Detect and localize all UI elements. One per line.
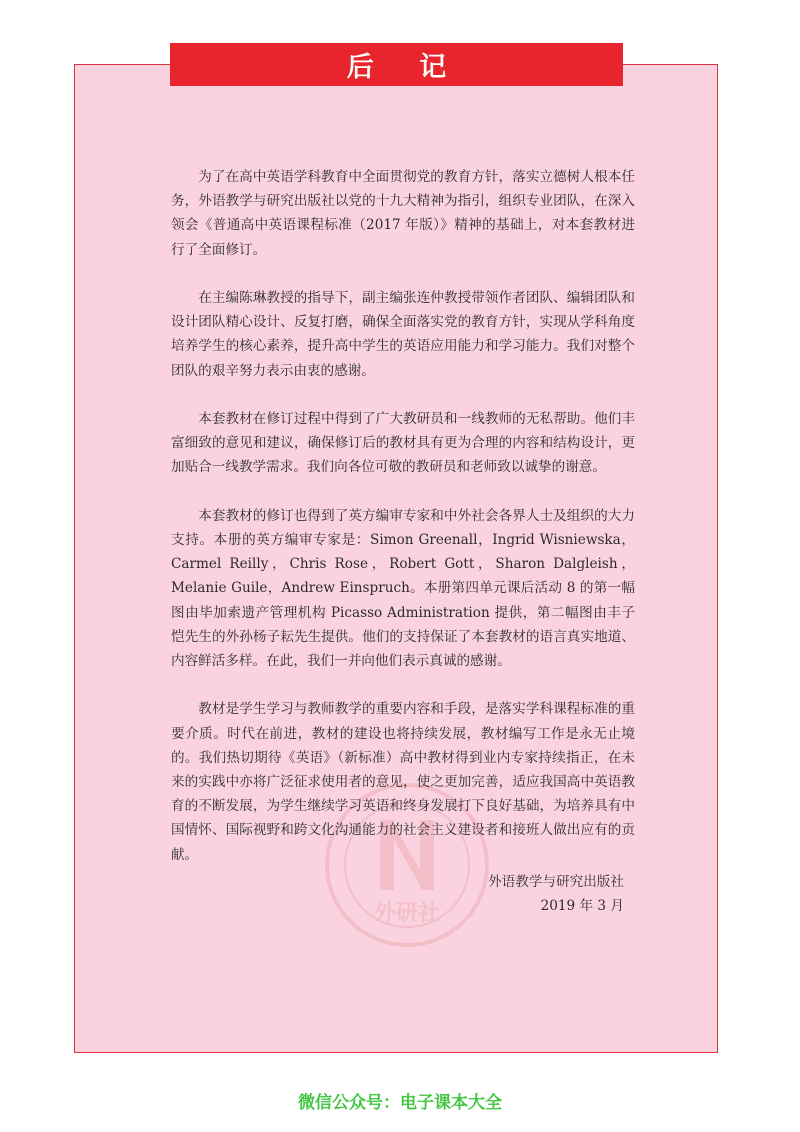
paragraph-2: 在主编陈琳教授的指导下，副主编张连仲教授带领作者团队、编辑团队和设计团队精心设计、反复打磨，确保全面落实党的教育方针，实现从学科角度培养学生的核心素养，提升高中学生的英语应用能力和学习能力。我们对整个团队的艰辛努力表示由衷的感谢。 <box>171 290 635 379</box>
paragraph-3: 本套教材在修订过程中得到了广大教研员和一线教师的无私帮助。他们丰富细致的意见和建议，确保修订后的教材具有更为合理的内容和结构设计，更加贴合一线教学需求。我们向各位可敬的教研员和老师致以诚挚的谢意。 <box>171 411 635 476</box>
paragraph-4: 本套教材的修订也得到了英方编审专家和中外社会各界人士及组织的大力支持。本册的英方编审专家是：Simon Greenall，Ingrid Wisniewska，Carmel Reilly，Chris Rose，Robert Gott，Sharon Dalgleish，Melanie Guile，Andrew Einspruch。本册第四单元课后活动 8 的第一幅图由毕加索遗产管理机构 Picasso Administration 提供，第二幅图由丰子恺先生的外孙杨子耘先生提供。他们的支持保证了本套教材的语言真实地道、内容鲜活多样。在此，我们一并向他们表示真诚的感谢。 <box>171 507 635 670</box>
paragraph-5: 教材是学生学习与教师教学的重要内容和手段，是落实学科课程标准的重要介质。时代在前进，教材的建设也将持续发展，教材编写工作是永无止境的。我们热切期待《英语》（新标准）高中教材得到业内专家持续指正，在未来的实践中亦将广泛征求使用者的意见，使之更加完善，适应我国高中英语教育的不断发展，为学生继续学习英语和终身发展打下良好基础，为培养具有中国情怀、国际视野和跨文化沟通能力的社会主义建设者和接班人做出应有的贡献。 <box>171 701 635 863</box>
signature-block <box>488 870 624 918</box>
footer-wechat-label: 微信公众号：电子课本大全 <box>298 1093 502 1113</box>
publisher-name: 外语教学与研究出版社 <box>488 874 624 890</box>
afterword-body <box>171 165 635 891</box>
paragraph-1: 为了在高中英语学科教育中全面贯彻党的教育方针，落实立德树人根本任务，外语教学与研究出版社以党的十九大精神为指引，组织专业团队，在深入领会《普通高中英语课程标准（2017 年版）》精神的基础上，对本套教材进行了全面修订。 <box>171 169 635 258</box>
publish-date: 2019 年 3 月 <box>540 898 624 914</box>
seal-text: 外研社 <box>373 901 441 926</box>
page-title: 后 记 <box>170 43 623 86</box>
